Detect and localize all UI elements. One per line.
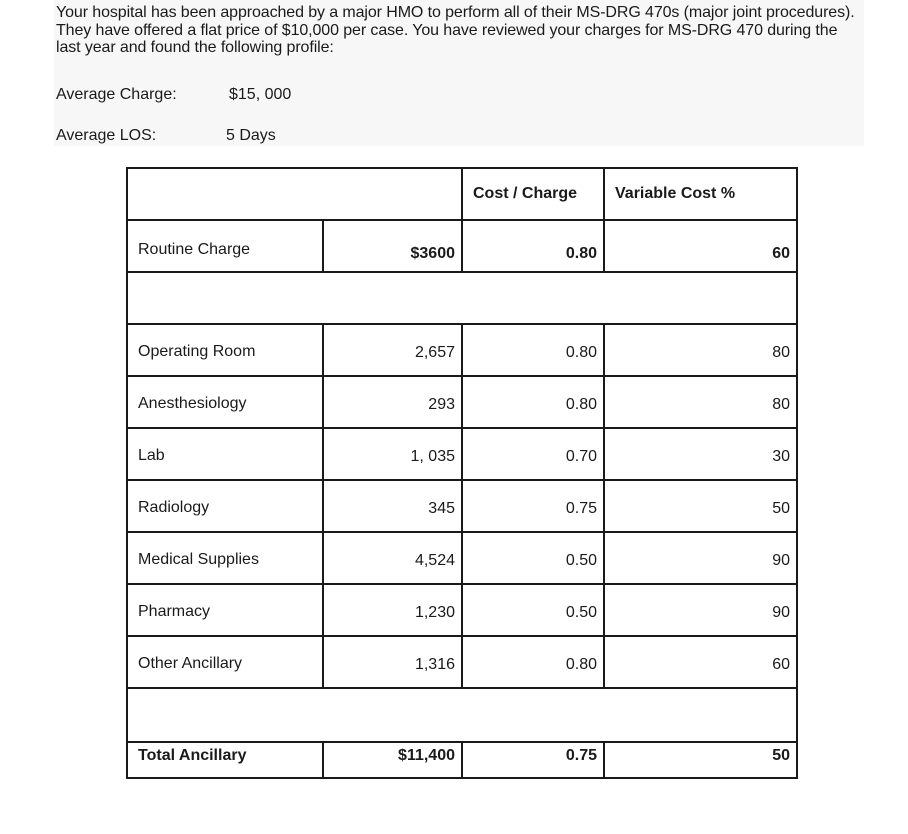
table-spacer-row xyxy=(127,272,797,324)
table-header-row xyxy=(127,168,797,220)
table-row-routine xyxy=(127,220,797,272)
row-variable: 60 xyxy=(604,220,797,272)
row-label: Anesthesiology xyxy=(127,376,323,428)
table-row xyxy=(127,324,797,376)
row-label: Medical Supplies xyxy=(127,532,323,584)
total-variable: 50 xyxy=(604,742,797,778)
total-label: Total Ancillary xyxy=(127,742,323,778)
row-cost-charge: 0.80 xyxy=(462,376,604,428)
row-cost-charge: 0.80 xyxy=(462,324,604,376)
cost-table xyxy=(126,167,798,779)
row-label: Routine Charge xyxy=(127,220,323,272)
row-variable: 90 xyxy=(604,532,797,584)
table-spacer-row xyxy=(127,688,797,742)
row-charge: 1,230 xyxy=(323,584,462,636)
table-row xyxy=(127,584,797,636)
average-charge-label: Average Charge: xyxy=(56,86,177,103)
row-variable: 90 xyxy=(604,584,797,636)
ancillary-rows xyxy=(127,324,797,688)
row-charge: 293 xyxy=(323,376,462,428)
average-los-label: Average LOS: xyxy=(56,127,157,144)
spacer-cell xyxy=(127,688,797,742)
spacer-cell xyxy=(127,272,797,324)
table-row xyxy=(127,636,797,688)
table-row xyxy=(127,532,797,584)
table-row xyxy=(127,480,797,532)
row-cost-charge: 0.50 xyxy=(462,532,604,584)
row-label: Operating Room xyxy=(127,324,323,376)
row-label: Lab xyxy=(127,428,323,480)
row-charge: 2,657 xyxy=(323,324,462,376)
total-cost-charge: 0.75 xyxy=(462,742,604,778)
row-charge: 4,524 xyxy=(323,532,462,584)
average-los-value: 5 Days xyxy=(226,127,276,144)
row-charge: 1, 035 xyxy=(323,428,462,480)
row-variable: 30 xyxy=(604,428,797,480)
average-charge-value: $15, 000 xyxy=(229,86,292,103)
table-row xyxy=(127,428,797,480)
header-variable-cost: Variable Cost % xyxy=(604,168,797,220)
row-label: Radiology xyxy=(127,480,323,532)
row-cost-charge: 0.50 xyxy=(462,584,604,636)
row-label: Pharmacy xyxy=(127,584,323,636)
row-variable: 60 xyxy=(604,636,797,688)
header-cost-charge: Cost / Charge xyxy=(462,168,604,220)
table-row-total xyxy=(127,742,797,778)
row-cost-charge: 0.80 xyxy=(462,636,604,688)
row-cost-charge: 0.80 xyxy=(462,220,604,272)
row-cost-charge: 0.70 xyxy=(462,428,604,480)
row-variable: 80 xyxy=(604,324,797,376)
header-cell-empty xyxy=(127,168,462,220)
row-variable: 50 xyxy=(604,480,797,532)
total-charge: $11,400 xyxy=(323,742,462,778)
intro-paragraph: Your hospital has been approached by a major HMO to perform all of their MS-DRG 470s (major joint procedures). They have offered a flat price of $10,000 per case. You have reviewed your charges for MS-DRG 470 during the last year and found the following profile: xyxy=(56,4,855,56)
table-row xyxy=(127,376,797,428)
row-charge: $3600 xyxy=(323,220,462,272)
row-charge: 345 xyxy=(323,480,462,532)
intro-block xyxy=(54,0,864,146)
row-cost-charge: 0.75 xyxy=(462,480,604,532)
row-label: Other Ancillary xyxy=(127,636,323,688)
row-variable: 80 xyxy=(604,376,797,428)
row-charge: 1,316 xyxy=(323,636,462,688)
